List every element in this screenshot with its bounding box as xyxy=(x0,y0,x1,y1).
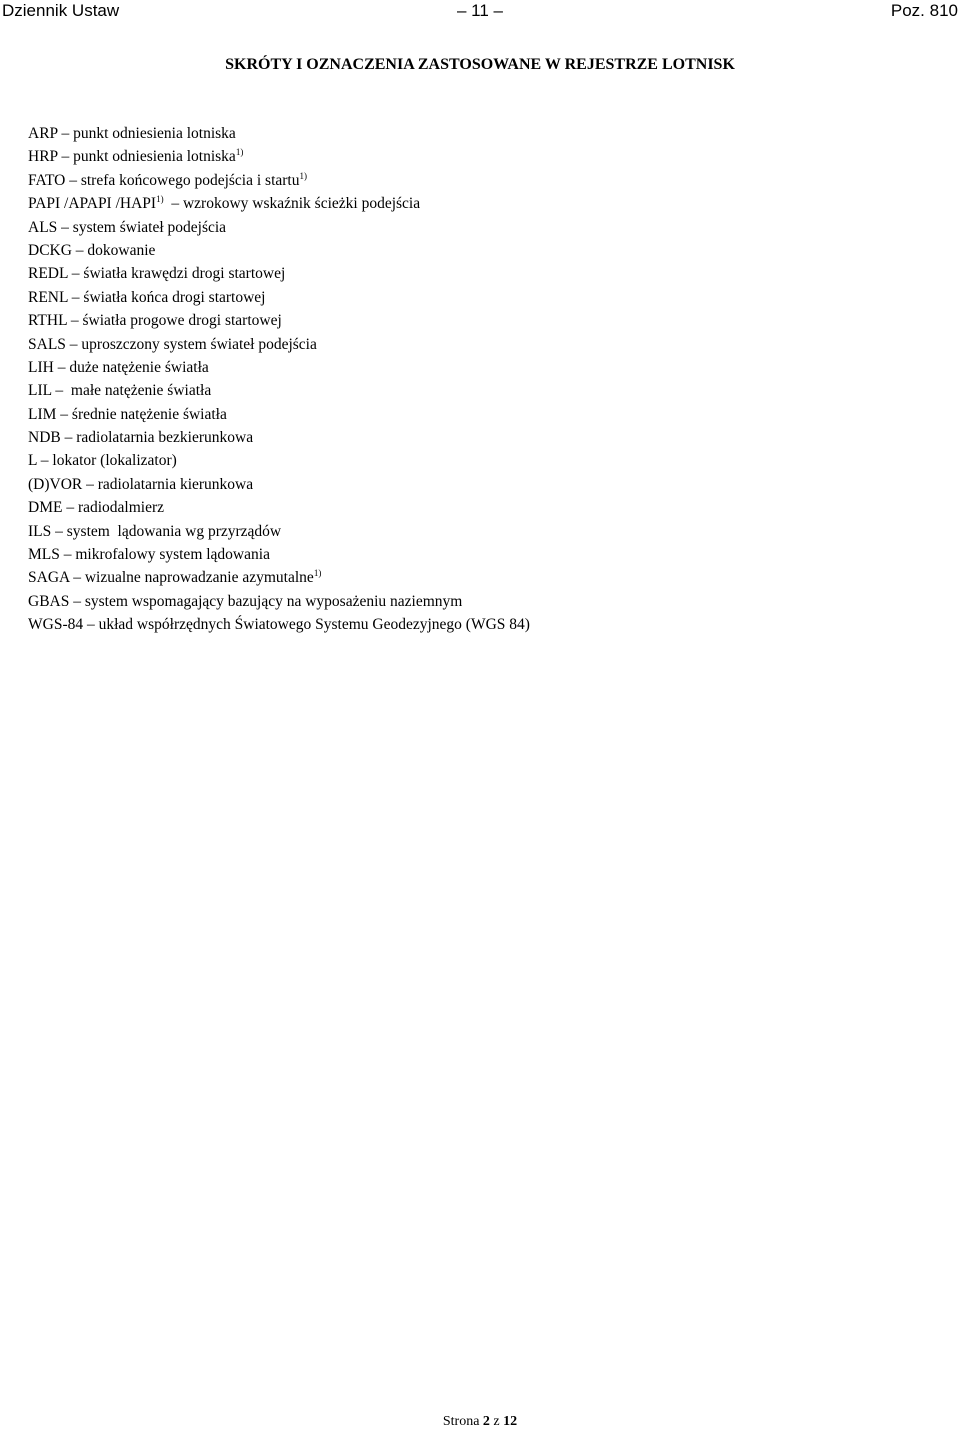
footnote-marker: 1) xyxy=(156,194,164,205)
abbreviation-entry xyxy=(28,239,530,262)
abbreviation-entry xyxy=(28,216,530,239)
abbreviation-term: WGS-84 xyxy=(28,616,84,634)
abbreviation-entry xyxy=(28,122,530,145)
dash-separator: – xyxy=(65,335,82,353)
footer-prefix: Strona xyxy=(442,1414,480,1429)
dash-separator: – xyxy=(56,405,72,423)
footer-page: 2 xyxy=(482,1414,490,1429)
dash-separator: – xyxy=(67,288,84,306)
abbreviation-description: punkt odniesienia lotniska xyxy=(73,148,236,166)
footnote-marker: 1) xyxy=(299,170,307,181)
abbreviation-entry xyxy=(28,286,530,309)
abbreviation-term: SAGA xyxy=(28,569,70,587)
abbreviation-entry xyxy=(28,613,530,636)
dash-separator: – xyxy=(71,241,88,259)
dash-separator: – xyxy=(57,148,74,166)
abbreviation-description: system wspomagający bazujący na wyposażeniu naziemnym xyxy=(84,592,463,610)
abbreviation-term: RENL xyxy=(28,288,68,306)
abbreviation-description: wzrokowy wskaźnik ścieżki podejścia xyxy=(182,195,421,213)
dash-separator: – xyxy=(51,522,67,540)
abbreviation-entry xyxy=(28,333,530,356)
page-footer xyxy=(0,1413,960,1431)
abbreviation-entry xyxy=(28,356,530,379)
abbreviation-description: małe natężenie światła xyxy=(70,382,212,400)
abbreviation-list xyxy=(28,122,530,637)
abbreviation-entry xyxy=(28,543,530,566)
abbreviation-description: system świateł podejścia xyxy=(72,218,227,236)
dash-separator: – xyxy=(69,592,85,610)
abbreviation-entry xyxy=(28,566,530,589)
abbreviation-term: REDL xyxy=(28,265,68,283)
abbreviation-term: ALS xyxy=(28,218,58,236)
abbreviation-term: FATO xyxy=(28,171,66,189)
dash-separator: – xyxy=(62,499,78,517)
page-number: – 11 – xyxy=(456,1,503,20)
abbreviation-description: mikrofalowy system lądowania xyxy=(75,546,270,564)
dash-separator: – xyxy=(83,616,99,634)
document-title: SKRÓTY I OZNACZENIA ZASTOSOWANE W REJESTRZE LOTNISK xyxy=(225,56,735,73)
abbreviation-description: radiodalmierz xyxy=(77,499,165,517)
abbreviation-term: MLS xyxy=(28,546,60,564)
abbreviation-entry xyxy=(28,520,530,543)
dash-separator: – xyxy=(53,358,70,376)
abbreviation-entry xyxy=(28,590,530,613)
abbreviation-entry xyxy=(28,169,530,192)
abbreviation-term: (D)VOR xyxy=(28,475,83,493)
dash-separator: – xyxy=(69,569,85,587)
journal-name: Dziennik Ustaw xyxy=(2,1,120,20)
abbreviation-term: GBAS xyxy=(28,592,70,610)
footnote-marker: 1) xyxy=(313,568,322,579)
abbreviation-term: DCKG xyxy=(28,241,72,259)
abbreviation-term: LIL xyxy=(28,382,52,400)
footnote-marker: 1) xyxy=(235,147,244,158)
dash-separator: – xyxy=(57,125,74,142)
abbreviation-description: dokowanie xyxy=(87,241,156,259)
abbreviation-description: system lądowania wg przyrządów xyxy=(66,522,282,540)
abbreviation-entry xyxy=(28,309,530,332)
abbreviation-description: duże natężenie światła xyxy=(69,358,209,376)
abbreviation-description: uproszczony system świateł podejścia xyxy=(81,335,317,353)
dash-separator: – xyxy=(36,452,53,470)
dash-separator: – xyxy=(65,171,81,189)
dash-separator: – xyxy=(51,382,71,400)
dash-separator: – xyxy=(57,218,73,236)
abbreviation-description: strefa końcowego podejścia i startu xyxy=(80,171,300,189)
abbreviation-description: światła krawędzi drogi startowej xyxy=(83,265,286,283)
abbreviation-term: DME xyxy=(28,499,63,517)
abbreviation-term: RTHL xyxy=(28,312,67,330)
abbreviation-entry xyxy=(28,426,530,449)
abbreviation-entry xyxy=(28,449,530,472)
abbreviation-description: punkt odniesienia lotniska xyxy=(73,125,236,142)
abbreviation-entry xyxy=(28,145,530,168)
abbreviation-description: wizualne naprowadzanie azymutalne xyxy=(84,569,314,587)
abbreviation-term: NDB xyxy=(28,429,61,447)
footer-total: 12 xyxy=(503,1414,518,1429)
abbreviation-term: L xyxy=(28,452,37,470)
abbreviation-term: PAPI /APAPI /HAPI xyxy=(28,195,157,213)
abbreviation-entry xyxy=(28,262,530,285)
dash-separator: – xyxy=(67,265,84,283)
abbreviation-entry xyxy=(28,473,530,496)
abbreviation-term: LIH xyxy=(28,358,54,376)
abbreviation-description: układ współrzędnych Światowego Systemu Geodezyjnego (WGS 84) xyxy=(98,616,530,634)
abbreviation-description: radiolatarnia kierunkowa xyxy=(97,475,254,493)
abbreviation-description: światła progowe drogi startowej xyxy=(82,312,282,330)
footer-of: z xyxy=(493,1414,500,1429)
abbreviation-description: radiolatarnia bezkierunkowa xyxy=(76,429,254,447)
page-header xyxy=(0,0,960,24)
abbreviation-term: LIM xyxy=(28,405,57,423)
dash-separator: – xyxy=(60,429,77,447)
abbreviation-entry xyxy=(28,192,530,215)
abbreviation-term: ARP xyxy=(28,125,58,142)
abbreviation-term: HRP xyxy=(28,148,58,166)
dash-separator: – xyxy=(66,312,83,330)
abbreviation-entry xyxy=(28,379,530,402)
dash-separator: – xyxy=(163,195,183,213)
abbreviation-term: SALS xyxy=(28,335,66,353)
abbreviation-description: światła końca drogi startowej xyxy=(83,288,266,306)
abbreviation-entry xyxy=(28,403,530,426)
abbreviation-entry xyxy=(28,496,530,519)
dash-separator: – xyxy=(82,475,98,493)
abbreviation-term: ILS xyxy=(28,522,52,540)
dash-separator: – xyxy=(59,546,76,564)
abbreviation-description: średnie natężenie światła xyxy=(71,405,227,423)
position-number: Poz. 810 xyxy=(890,1,958,20)
abbreviation-description: lokator (lokalizator) xyxy=(52,452,177,470)
